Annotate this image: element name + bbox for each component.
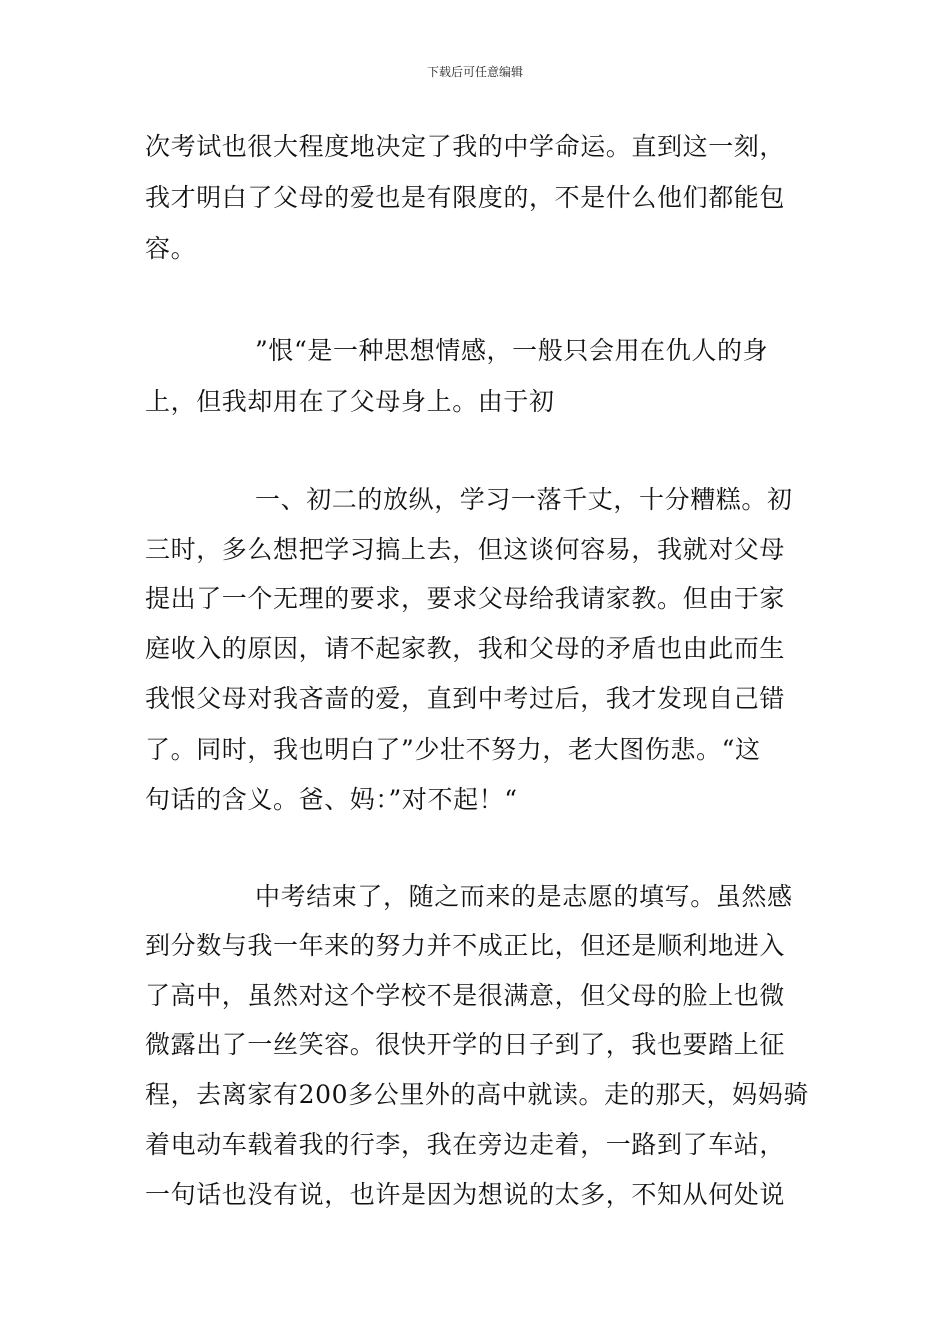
text-line: 一、初二的放纵，学习一落千丈，十分糟糕。初 <box>255 485 793 514</box>
text-line: 我才明白了父母的爱也是有限度的，不是什么他们都能包 <box>145 183 786 212</box>
text-line: 到分数与我一年来的努力并不成正比，但还是顺利地进入 <box>145 931 786 960</box>
text-line: 三时，多么想把学习搞上去，但这谈何容易，我就对父母 <box>145 535 786 564</box>
text-line: 句话的含义。爸、妈：”对不起！“ <box>145 785 518 814</box>
text-line: 庭收入的原因，请不起家教，我和父母的矛盾也由此而生 <box>145 634 786 663</box>
text-line: 上，但我却用在了父母身上。由于初 <box>145 387 555 416</box>
text-line: 着电动车载着我的行李，我在旁边走着，一路到了车站， <box>145 1130 786 1159</box>
page-header: 下载后可任意编辑 <box>426 65 523 79</box>
text-line: 提出了一个无理的要求，要求父母给我请家教。但由于家 <box>145 584 786 613</box>
text-line: 微露出了一丝笑容。很快开学的日子到了，我也要踏上征 <box>145 1030 786 1059</box>
text-line: 了高中，虽然对这个学校不是很满意，但父母的脸上也微 <box>145 981 786 1010</box>
text-line: 次考试也很大程度地决定了我的中学命运。直到这一刻， <box>145 132 786 161</box>
text-line: 中考结束了，随之而来的是志愿的填写。虽然感 <box>255 882 793 911</box>
text-line: 我恨父母对我吝啬的爱，直到中考过后，我才发现自己错 <box>145 684 786 713</box>
text-line: 了。同时，我也明白了”少壮不努力，老大图伤悲。“这 <box>145 735 761 764</box>
text-line: 容。 <box>145 234 197 263</box>
text-line: 程，去离家有200多公里外的高中就读。走的那天，妈妈骑 <box>145 1080 809 1109</box>
text-line: ”恨“是一种思想情感，一般只会用在仇人的身 <box>255 336 769 365</box>
text-line: 一句话也没有说，也许是因为想说的太多，不知从何处说 <box>145 1180 786 1209</box>
